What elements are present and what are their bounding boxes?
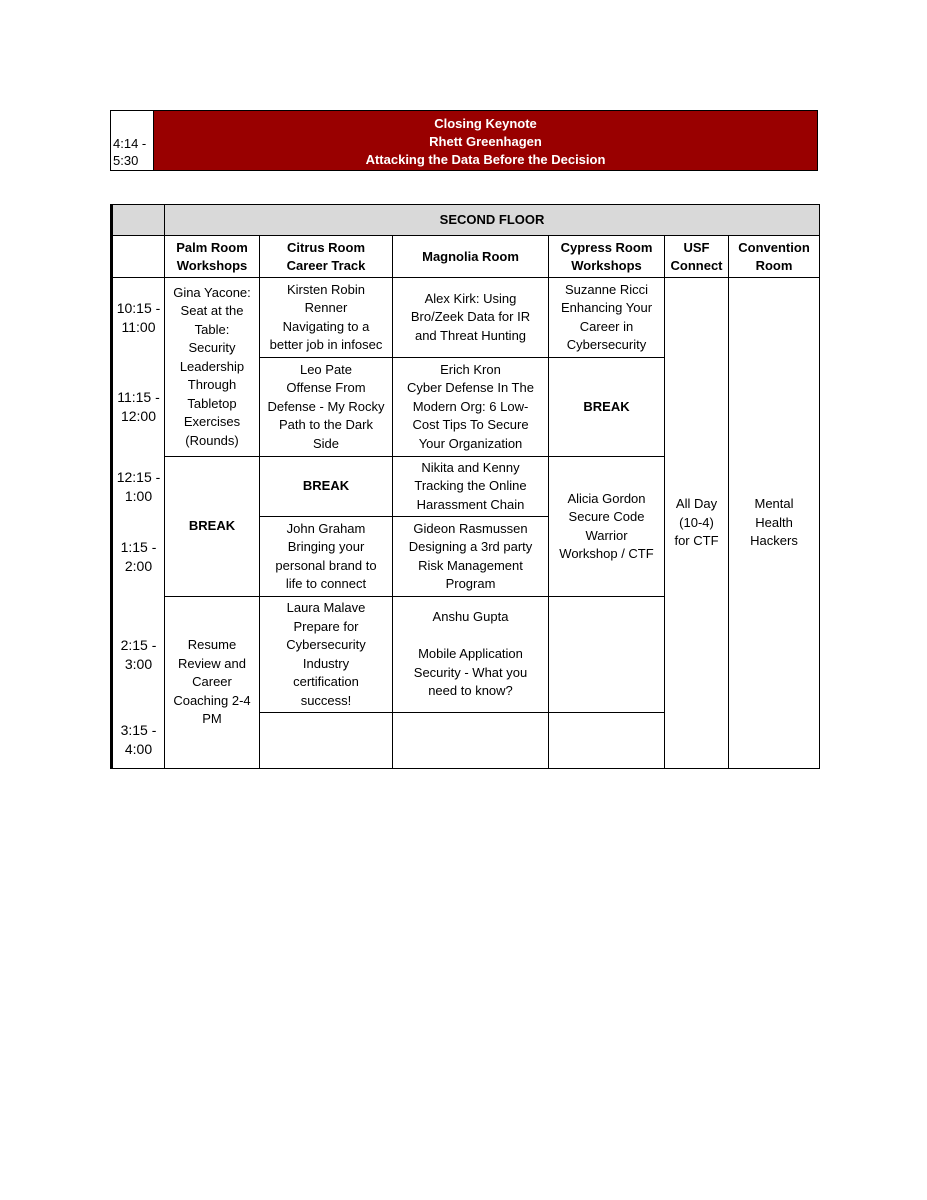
session-palm-morning: Gina Yacone: Seat at the Table: Security Leadership Through Tabletop Exercises (Rounds) — [165, 278, 260, 457]
session-convention-allday: Mental Health Hackers — [729, 278, 820, 769]
session-citrus-215: Laura Malave Prepare for Cybersecurity Industry certification success! — [260, 597, 393, 713]
time-315: 3:15 - 4:00 — [112, 713, 165, 769]
session-cypress-1015: Suzanne Ricci Enhancing Your Career in Cybersecurity — [549, 278, 665, 358]
session-citrus-break: BREAK — [260, 457, 393, 517]
session-usf-allday: All Day (10-4) for CTF — [665, 278, 729, 769]
session-magnolia-1215: Nikita and Kenny Tracking the Online Harassment Chain — [393, 457, 549, 517]
keynote-time-end: 5:30 — [113, 153, 139, 168]
col-header-citrus: Citrus Room Career Track — [260, 236, 393, 278]
keynote-title: Closing Keynote — [434, 116, 537, 131]
col-header-palm: Palm Room Workshops — [165, 236, 260, 278]
col-header-cypress: Cypress Room Workshops — [549, 236, 665, 278]
session-citrus-1015: Kirsten Robin Renner Navigating to a better job in infosec — [260, 278, 393, 358]
keynote-speaker: Rhett Greenhagen — [429, 134, 542, 149]
keynote-time — [111, 111, 154, 170]
session-cypress-break: BREAK — [549, 358, 665, 457]
session-cypress-215-empty — [549, 597, 665, 713]
floor-title: SECOND FLOOR — [165, 205, 820, 236]
session-palm-break: BREAK — [165, 457, 260, 597]
keynote-talk: Attacking the Data Before the Decision — [365, 152, 606, 167]
col-header-convention: Convention Room — [729, 236, 820, 278]
session-cypress-315-empty — [549, 713, 665, 769]
session-magnolia-315-empty — [393, 713, 549, 769]
session-cypress-1215: Alicia Gordon Secure Code Warrior Workshop / CTF — [549, 457, 665, 597]
corner-cell — [112, 205, 165, 236]
session-citrus-1115: Leo Pate Offense From Defense - My Rocky Path to the Dark Side — [260, 358, 393, 457]
session-magnolia-1015: Alex Kirk: Using Bro/Zeek Data for IR and Threat Hunting — [393, 278, 549, 358]
session-magnolia-1115: Erich Kron Cyber Defense In The Modern Org: 6 Low- Cost Tips To Secure Your Organization — [393, 358, 549, 457]
col-header-magnolia: Magnolia Room — [393, 236, 549, 278]
session-magnolia-115: Gideon Rasmussen Designing a 3rd party Risk Management Program — [393, 517, 549, 597]
time-1215: 12:15 - 1:00 — [112, 457, 165, 517]
time-115: 1:15 - 2:00 — [112, 517, 165, 597]
session-citrus-115: John Graham Bringing your personal brand to life to connect — [260, 517, 393, 597]
closing-keynote-block — [110, 110, 818, 171]
second-floor-schedule — [110, 204, 820, 769]
session-citrus-315-empty — [260, 713, 393, 769]
keynote-time-start: 4:14 - — [113, 136, 147, 151]
session-magnolia-215: Anshu Gupta Mobile Application Security - What you need to know? — [393, 597, 549, 713]
time-1115: 11:15 - 12:00 — [112, 358, 165, 457]
time-header — [112, 236, 165, 278]
time-1015: 10:15 - 11:00 — [112, 278, 165, 358]
col-header-usf: USF Connect — [665, 236, 729, 278]
keynote-banner — [154, 111, 817, 170]
time-215: 2:15 - 3:00 — [112, 597, 165, 713]
session-palm-afternoon: Resume Review and Career Coaching 2-4 PM — [165, 597, 260, 769]
